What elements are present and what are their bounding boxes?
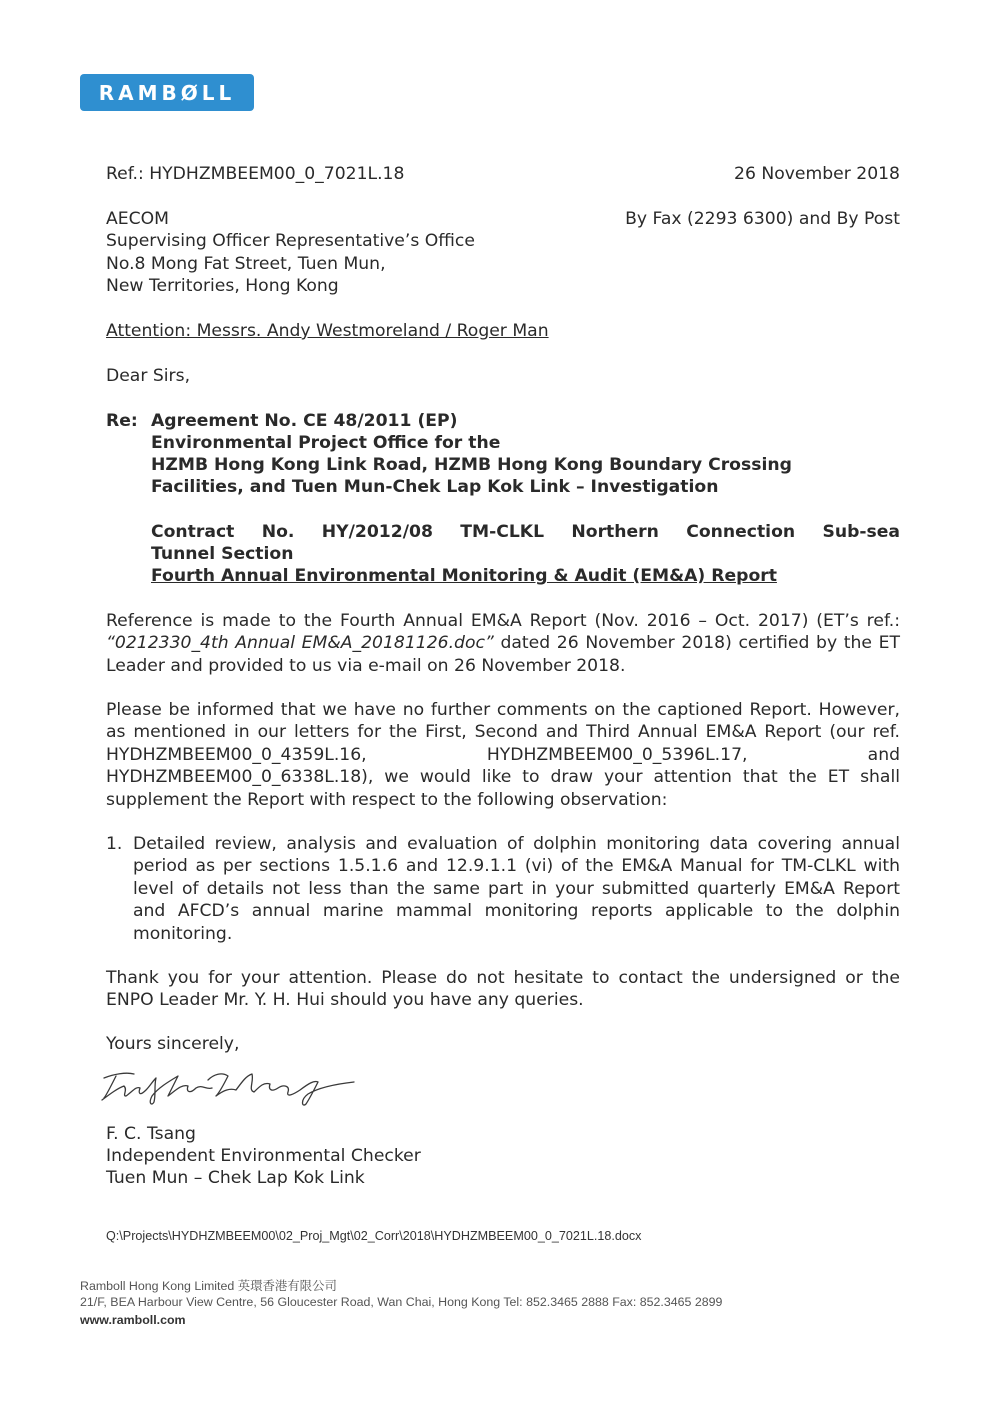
recipient-line: No.8 Mong Fat Street, Tuen Mun, [106, 254, 386, 274]
report-title: Fourth Annual Environmental Monitoring & Audit (EM&A) Report [151, 566, 777, 586]
valediction: Yours sincerely, [106, 1034, 240, 1054]
signatory-name: F. C. Tsang [106, 1124, 196, 1144]
salutation: Dear Sirs, [106, 366, 191, 386]
footer-company: Ramboll Hong Kong Limited 英環香港有限公司 [80, 1279, 337, 1293]
subject-line: Environmental Project Office for the [151, 433, 501, 453]
recipient-line: New Territories, Hong Kong [106, 276, 339, 296]
attention-line: Attention: Messrs. Andy Westmoreland / Roger Man [106, 321, 549, 341]
logo-text: RAMBØLL [98, 80, 236, 105]
handwritten-signature [96, 1060, 358, 1110]
footer-website: www.ramboll.com [80, 1313, 186, 1327]
paragraph-text: dated 26 November 2018) certified by the ET Leader and provided to us via e-mail on 26 November 2018. [106, 633, 900, 676]
signatory-title: Independent Environmental Checker [106, 1146, 421, 1166]
subject-line: Agreement No. CE 48/2011 (EP) [151, 411, 458, 431]
reference-number: Ref.: HYDHZMBEEM00_0_7021L.18 [106, 164, 405, 184]
contract-line: Tunnel Section [151, 544, 294, 564]
list-item-text: Detailed review, analysis and evaluation of dolphin monitoring data covering annual period as per sections 1.5.1.6 and 12.9.1.1 (vi) of the EM&A Manual for TM-CLKL with level of details not less than the same part in your submitted quarterly EM&A Report and AFCD’s annual marine mammal monitoring reports applicable to the dolphin monitoring. [133, 834, 900, 944]
paragraph-text: Reference is made to the Fourth Annual EM&A Report (Nov. 2016 – Oct. 2017) (ET’s ref.: [106, 611, 900, 631]
contract-line: Contract No. HY/2012/08 TM-CLKL Northern Connection Sub-sea [151, 522, 900, 542]
recipient-line: Supervising Officer Representative’s Office [106, 231, 475, 251]
document-filename: “0212330_4th Annual EM&A_20181126.doc” [106, 633, 494, 654]
paragraph-closing: Thank you for your attention. Please do not hesitate to contact the undersigned or the ENPO Leader Mr. Y. H. Hui should you have any queries. [106, 968, 900, 1011]
subject-line: Facilities, and Tuen Mun-Chek Lap Kok Link – Investigation [151, 477, 719, 497]
letter-date: 26 November 2018 [734, 164, 900, 184]
footer-address: 21/F, BEA Harbour View Centre, 56 Gloucester Road, Wan Chai, Hong Kong Tel: 852.3465 2888 Fax: 852.3465 2899 [80, 1295, 723, 1309]
delivery-method: By Fax (2293 6300) and By Post [625, 209, 900, 229]
signatory-project: Tuen Mun – Chek Lap Kok Link [106, 1168, 365, 1188]
paragraph-comments: Please be informed that we have no further comments on the captioned Report. However, as mentioned in our letters for the First, Second and Third Annual EM&A Report (our ref. HYDHZMBEEM00_0_4359L.16, HYDHZMBEEM00_0_5396L.17, and HYDHZMBEEM00_0_6338L.18), we would like to draw your attention that the ET shall supplement the Report with respect to the following observation: [106, 700, 900, 810]
paragraph-reference [106, 610, 900, 677]
re-label: Re: [106, 411, 138, 431]
list-item-number: 1. [106, 834, 123, 854]
recipient-line: AECOM [106, 209, 169, 229]
subject-line: HZMB Hong Kong Link Road, HZMB Hong Kong Boundary Crossing [151, 455, 792, 475]
ramboll-logo [80, 74, 254, 111]
file-path: Q:\Projects\HYDHZMBEEM00\02_Proj_Mgt\02_Corr\2018\HYDHZMBEEM00_0_7021L.18.docx [106, 1229, 642, 1243]
